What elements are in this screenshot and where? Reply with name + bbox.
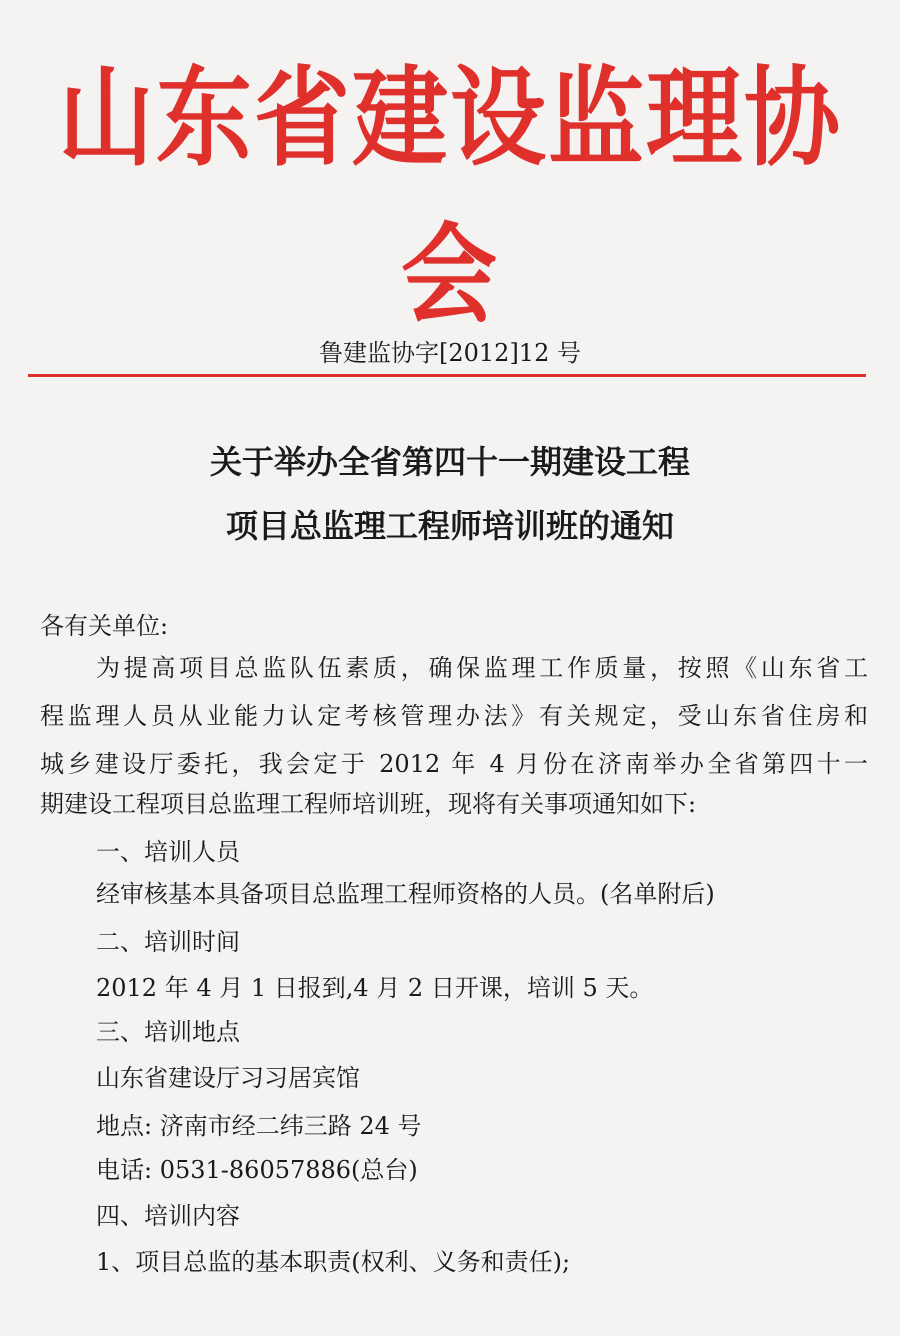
org-letterhead: 山东省建设监理协会 xyxy=(58,55,842,338)
section-3-venue: 山东省建设厅习习居宾馆 xyxy=(96,1064,360,1092)
notice-title-line-2: 项目总监理工程师培训班的通知 xyxy=(225,507,674,545)
section-4-item-1: 1、项目总监的基本职责(权利、义务和责任); xyxy=(96,1248,571,1276)
section-1-text: 经审核基本具备项目总监理工程师资格的人员。(名单附后) xyxy=(96,880,715,908)
section-3-phone: 电话: 0531-86057886(总台) xyxy=(96,1156,418,1184)
document-number: 鲁建监协字[2012]12 号 xyxy=(319,339,581,367)
salutation: 各有关单位: xyxy=(40,612,169,640)
section-2-text: 2012 年 4 月 1 日报到,4 月 2 日开课，培训 5 天。 xyxy=(96,974,654,1002)
notice-title-line-1: 关于举办全省第四十一期建设工程 xyxy=(209,443,690,481)
section-3-address: 地点: 济南市经二纬三路 24 号 xyxy=(96,1112,422,1140)
section-1-heading: 一、培训人员 xyxy=(96,838,240,866)
intro-line-2: 程监理人员从业能力认定考核管理办法》有关规定，受山东省住房和 xyxy=(40,702,868,730)
intro-line-1: 为提高项目总监队伍素质，确保监理工作质量，按照《山东省工 xyxy=(96,654,868,682)
red-divider xyxy=(28,374,866,377)
section-2-heading: 二、培训时间 xyxy=(96,928,240,956)
intro-line-3: 城乡建设厅委托，我会定于 2012 年 4 月份在济南举办全省第四十一 xyxy=(40,750,868,778)
section-4-heading: 四、培训内容 xyxy=(96,1202,240,1230)
section-3-heading: 三、培训地点 xyxy=(96,1018,240,1046)
intro-line-4: 期建设工程项目总监理工程师培训班，现将有关事项通知如下: xyxy=(40,790,697,818)
